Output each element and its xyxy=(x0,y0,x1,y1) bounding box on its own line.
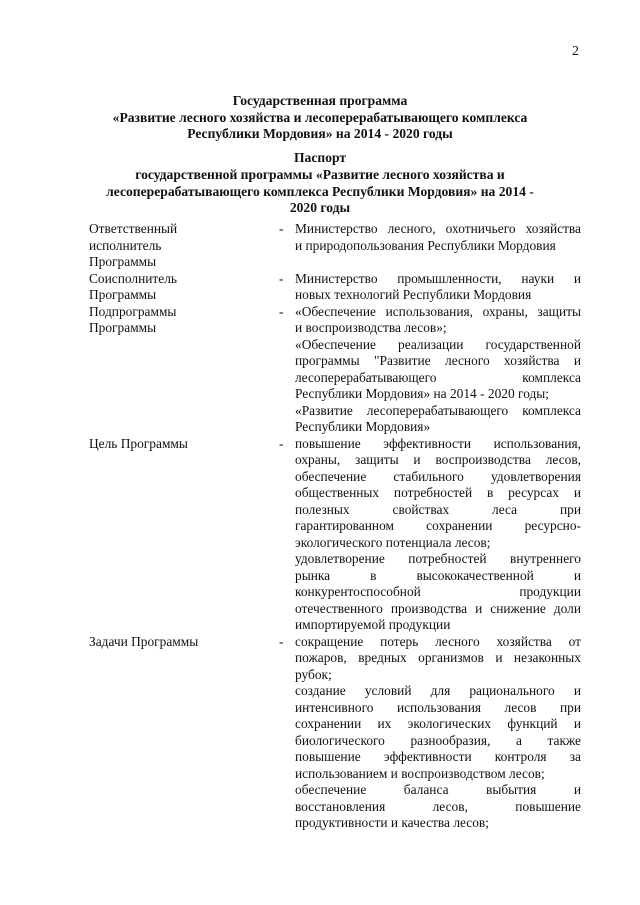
row-content xyxy=(295,271,581,304)
row-dash: - xyxy=(279,270,284,286)
content-line: полезных свойствах леса при xyxy=(295,501,581,517)
row-content xyxy=(295,304,581,436)
passport-row xyxy=(89,436,581,634)
passport-row xyxy=(89,271,581,304)
content-line: общественных потребностей в ресурсах и xyxy=(295,485,581,500)
content-paragraph xyxy=(295,403,581,436)
content-line: и природопользования Республики Мордовия xyxy=(295,237,556,253)
passport-table xyxy=(89,221,581,832)
row-label-line: Программы xyxy=(89,254,157,269)
content-line: Министерство лесного, охотничьего хозяйства xyxy=(295,221,581,236)
row-dash: - xyxy=(279,633,284,649)
row-dash: - xyxy=(279,303,284,319)
content-paragraph xyxy=(295,221,581,254)
row-label xyxy=(89,436,279,634)
content-line: новых технологий Республики Мордовия xyxy=(295,287,532,302)
content-paragraph xyxy=(295,271,581,304)
row-label-line: исполнитель xyxy=(89,237,162,253)
content-line: повышение эффективности использования, xyxy=(295,435,581,451)
content-line: восстановления лесов, повышение xyxy=(295,798,581,814)
row-label-line: Программы xyxy=(89,287,157,302)
content-line: программы "Развитие лесного хозяйства и xyxy=(295,353,581,368)
passport-row xyxy=(89,221,581,271)
content-paragraph xyxy=(295,436,581,552)
passport-subtitle-line: лесоперерабатывающего комплекса Республики Мордовия» на 2014 - xyxy=(106,183,534,199)
content-line: рынка в высококачественной и xyxy=(295,567,581,583)
row-label-line: Ответственный xyxy=(89,221,178,236)
content-line: лесоперерабатывающего комплекса xyxy=(295,369,581,385)
content-line: «Обеспечение использования, охраны, защиты xyxy=(295,303,581,319)
content-line: повышение эффективности контроля за xyxy=(295,749,581,764)
content-line: гарантированном сохранении ресурсно- xyxy=(295,518,581,533)
content-line: Республики Мордовия» xyxy=(295,419,431,434)
row-dash: - xyxy=(279,435,284,451)
row-content xyxy=(295,634,581,832)
content-line: отечественного производства и снижение доли xyxy=(295,600,581,616)
content-paragraph xyxy=(295,337,581,403)
content-line: и воспроизводства лесов»; xyxy=(295,320,447,335)
content-line: биологического разнообразия, а также xyxy=(295,732,581,748)
row-label xyxy=(89,634,279,832)
content-line: обеспечение стабильного удовлетворения xyxy=(295,468,581,484)
content-line: использованием и воспроизводством лесов; xyxy=(295,765,545,781)
row-label xyxy=(89,271,279,304)
passport-row xyxy=(89,634,581,832)
content-line: импортируемой продукции xyxy=(295,617,451,632)
content-paragraph xyxy=(295,634,581,684)
content-line: обеспечение баланса выбытия и xyxy=(295,782,581,797)
row-label xyxy=(89,221,279,271)
content-line: удовлетворение потребностей внутреннего xyxy=(295,551,581,566)
content-line: Министерство промышленности, науки и xyxy=(295,270,581,286)
content-line: сохранении их экологических функций и xyxy=(295,716,581,731)
content-line: «Развитие лесоперерабатывающего комплекса xyxy=(295,402,581,418)
row-label-line: Задачи Программы xyxy=(89,633,199,649)
program-title-line: Государственная программа xyxy=(232,93,408,108)
program-title-line: Республики Мордовия» на 2014 - 2020 годы xyxy=(187,126,453,141)
content-line: экологического потенциала лесов; xyxy=(295,534,491,550)
row-content xyxy=(295,221,581,271)
page-number: 2 xyxy=(572,44,579,59)
content-paragraph xyxy=(295,304,581,337)
content-line: конкурентоспособной продукции xyxy=(295,584,581,599)
passport-subtitle-line: государственной программы «Развитие лесного хозяйства и xyxy=(135,167,505,182)
content-line: «Обеспечение реализации государственной xyxy=(295,336,581,352)
passport-subtitle-line: 2020 годы xyxy=(289,200,351,215)
row-label-line: Соисполнитель xyxy=(89,270,178,286)
row-label xyxy=(89,304,279,436)
content-line: пожаров, вредных организмов и незаконных xyxy=(295,650,581,665)
row-dash: - xyxy=(279,221,284,236)
program-title-line: «Развитие лесного хозяйства и лесоперерабатывающего комплекса xyxy=(112,109,528,125)
content-line: рубок; xyxy=(295,666,332,682)
row-label-line: Цель Программы xyxy=(89,435,188,451)
content-line: сокращение потерь лесного хозяйства от xyxy=(295,633,581,649)
row-label-line: Подпрограммы xyxy=(89,303,177,319)
content-line: охраны, защиты и воспроизводства лесов, xyxy=(295,452,581,467)
passport-row xyxy=(89,304,581,436)
content-paragraph xyxy=(295,551,581,634)
content-line: Республики Мордовия» на 2014 - 2020 годы; xyxy=(295,386,550,401)
content-paragraph xyxy=(295,683,581,782)
passport-subtitle xyxy=(60,167,580,217)
passport-title: Паспорт xyxy=(293,150,347,165)
program-title xyxy=(60,93,580,143)
row-label-line: Программы xyxy=(89,320,157,335)
row-content xyxy=(295,436,581,634)
content-line: интенсивного использования лесов при xyxy=(295,699,581,715)
content-line: продуктивности и качества лесов; xyxy=(295,815,489,830)
content-line: создание условий для рационального и xyxy=(295,683,581,698)
content-paragraph xyxy=(295,782,581,832)
